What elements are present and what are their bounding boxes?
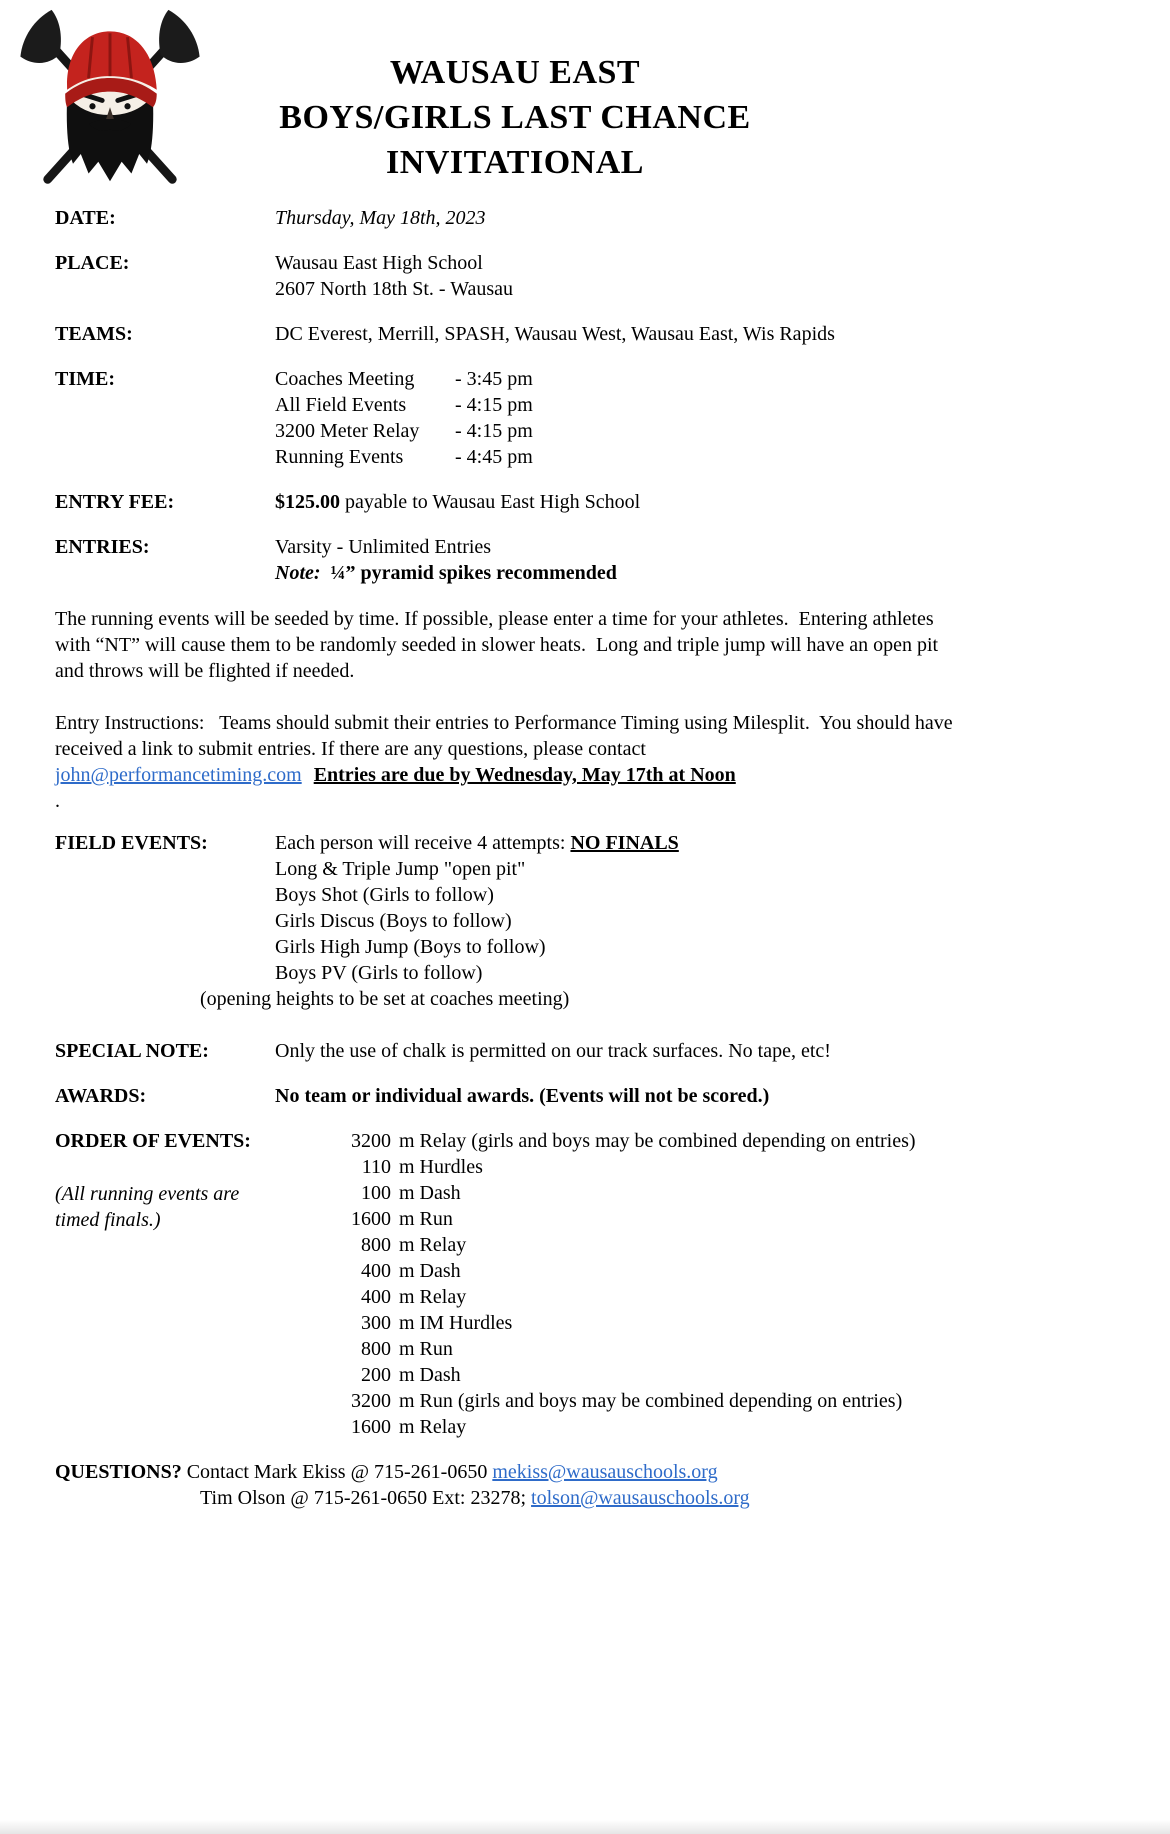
event-line: [345, 1206, 1130, 1232]
event-name: m Dash: [399, 1260, 461, 1282]
time-event-time: - 4:15 pm: [455, 420, 533, 442]
event-distance: 400: [361, 1260, 391, 1282]
time-event-name: All Field Events: [275, 394, 407, 416]
seeding-paragraph: The running events will be seeded by time. If possible, please enter a time for your athletes. Entering athletes with “NT” will cause them to be randomly seeded in slower heats. Long and triple jump will have an open pit and throws will be flighted if needed.: [55, 608, 944, 682]
place-line-2: 2607 North 18th St. - Wausau: [275, 278, 514, 300]
entries-note: [275, 560, 1130, 586]
entry-instructions-text: Entry Instructions: Teams should submit their entries to Performance Timing using Milesplit. You should have received a link to submit entries. If there are any questions, please contact: [55, 712, 958, 760]
entry-fee-rest: payable to Wausau East High School: [340, 491, 641, 513]
event-line: [345, 1128, 1130, 1154]
event-line: [345, 1414, 1130, 1440]
entry-fee-value: [275, 489, 1170, 515]
time-line: [275, 366, 1130, 392]
time-label: TIME:: [55, 368, 115, 390]
teams-value: DC Everest, Merrill, SPASH, Wausau West, Wausau East, Wis Rapids: [275, 323, 835, 345]
entries-note-text: ¼” pyramid spikes recommended: [330, 562, 617, 584]
event-distance: 400: [361, 1286, 391, 1308]
no-finals-text: NO FINALS: [570, 832, 679, 854]
performancetiming-email-link[interactable]: john@performancetiming.com: [55, 764, 302, 786]
order-of-events-left: [55, 1128, 345, 1440]
entries-deadline: Entries are due by Wednesday, May 17th at Noon: [313, 764, 736, 786]
entries-label: ENTRIES:: [55, 536, 150, 558]
field-events-item: Girls High Jump (Boys to follow): [275, 936, 546, 958]
title-line-2: BOYS/GIRLS LAST CHANCE: [279, 99, 751, 136]
event-distance: 800: [361, 1234, 391, 1256]
entry-fee-amount: $125.00: [275, 491, 340, 513]
field-events-item: Long & Triple Jump "open pit": [275, 858, 526, 880]
document-header: [0, 0, 1170, 200]
event-distance: 100: [361, 1182, 391, 1204]
time-line: [275, 392, 1130, 418]
entry-instructions-paragraph: [55, 710, 970, 788]
field-events-item: Boys Shot (Girls to follow): [275, 884, 494, 906]
place-line-1: Wausau East High School: [275, 252, 483, 274]
document-body: [0, 200, 1170, 1511]
awards-row: [55, 1083, 1170, 1109]
field-events-item: Girls Discus (Boys to follow): [275, 910, 512, 932]
event-name: m Relay: [399, 1286, 467, 1308]
questions-contact-2: Tim Olson @ 715-261-0650 Ext: 23278;: [200, 1487, 532, 1509]
time-event-name: Coaches Meeting: [275, 368, 415, 390]
event-name: m Relay (girls and boys may be combined depending on entries): [399, 1130, 916, 1152]
event-line: [345, 1258, 1130, 1284]
event-line: [345, 1336, 1130, 1362]
entry-fee-row: [55, 489, 1170, 515]
time-event-time: - 4:15 pm: [455, 394, 533, 416]
tolson-email-link[interactable]: tolson@wausauschools.org: [531, 1487, 750, 1509]
page-bottom-shadow: [0, 1820, 1170, 1834]
awards-label: AWARDS:: [55, 1085, 147, 1107]
entries-row: [55, 534, 1170, 586]
entry-fee-label: ENTRY FEE:: [55, 491, 175, 513]
field-events-item: Boys PV (Girls to follow): [275, 962, 483, 984]
time-line: [275, 418, 1130, 444]
event-name: m Relay: [399, 1234, 467, 1256]
event-distance: 1600: [351, 1208, 391, 1230]
title-line-3: INVITATIONAL: [386, 144, 644, 181]
field-events-line-1: [275, 830, 1130, 856]
time-value: [275, 366, 1170, 470]
teams-row: [55, 321, 1170, 347]
field-events-attempts-text: Each person will receive 4 attempts:: [275, 832, 571, 854]
special-note-value: Only the use of chalk is permitted on our track surfaces. No tape, etc!: [275, 1040, 831, 1062]
entries-line: Varsity - Unlimited Entries: [275, 536, 492, 558]
event-distance: 800: [361, 1338, 391, 1360]
event-name: m Hurdles: [399, 1156, 483, 1178]
questions-contact-1: Contact Mark Ekiss @ 715-261-0650: [181, 1461, 493, 1483]
questions-line-2: [200, 1485, 1170, 1511]
event-distance: 200: [361, 1364, 391, 1386]
field-events-value: [275, 830, 1170, 986]
place-label: PLACE:: [55, 252, 130, 274]
time-event-name: 3200 Meter Relay: [275, 420, 420, 442]
time-event-name: Running Events: [275, 446, 404, 468]
event-line: [345, 1310, 1130, 1336]
event-distance: 3200: [351, 1390, 391, 1412]
date-label: DATE:: [55, 207, 116, 229]
questions-line-1: [55, 1459, 1170, 1485]
mekiss-email-link[interactable]: mekiss@wausauschools.org: [492, 1461, 718, 1483]
date-row: [55, 205, 1170, 231]
special-note-row: [55, 1038, 1170, 1064]
event-name: m Dash: [399, 1364, 461, 1386]
page-title: [85, 0, 945, 185]
time-row: [55, 366, 1170, 470]
time-event-time: - 4:45 pm: [455, 446, 533, 468]
place-row: [55, 250, 1170, 302]
time-event-time: - 3:45 pm: [455, 368, 533, 390]
event-line: [345, 1154, 1130, 1180]
order-of-events-note: (All running events are timed finals.): [55, 1183, 240, 1231]
entries-note-label: Note:: [275, 562, 321, 584]
event-line: [345, 1180, 1130, 1206]
teams-label: TEAMS:: [55, 323, 133, 345]
event-distance: 1600: [351, 1416, 391, 1438]
time-line: [275, 444, 1130, 470]
lumberjack-logo: [10, 6, 210, 191]
field-events-section: [55, 830, 1170, 986]
event-name: m Run: [399, 1208, 453, 1230]
event-line: [345, 1284, 1130, 1310]
field-events-label: FIELD EVENTS:: [55, 832, 208, 854]
entries-value: [275, 534, 1170, 586]
event-name: m Run (girls and boys may be combined depending on entries): [399, 1390, 903, 1412]
order-of-events-label: ORDER OF EVENTS:: [55, 1130, 251, 1152]
title-line-1: WAUSAU EAST: [389, 54, 641, 91]
questions-section: [55, 1459, 1170, 1511]
order-of-events-section: [55, 1128, 1170, 1440]
field-events-footnote: (opening heights to be set at coaches meeting): [200, 988, 570, 1010]
stray-period: .: [55, 790, 60, 812]
lumberjack-logo-graphic: [10, 6, 210, 191]
event-distance: 110: [361, 1156, 391, 1178]
date-value: Thursday, May 18th, 2023: [275, 207, 486, 229]
event-name: m Run: [399, 1338, 453, 1360]
event-name: m Relay: [399, 1416, 467, 1438]
event-line: [345, 1388, 1130, 1414]
event-distance: 300: [361, 1312, 391, 1334]
order-of-events-list: [345, 1128, 1170, 1440]
awards-value: No team or individual awards. (Events will not be scored.): [275, 1085, 770, 1107]
special-note-label: SPECIAL NOTE:: [55, 1040, 209, 1062]
event-line: [345, 1232, 1130, 1258]
questions-label: QUESTIONS?: [55, 1461, 182, 1483]
place-value: [275, 250, 1170, 302]
event-distance: 3200: [351, 1130, 391, 1152]
event-name: m Dash: [399, 1182, 461, 1204]
event-name: m IM Hurdles: [399, 1312, 513, 1334]
event-line: [345, 1362, 1130, 1388]
